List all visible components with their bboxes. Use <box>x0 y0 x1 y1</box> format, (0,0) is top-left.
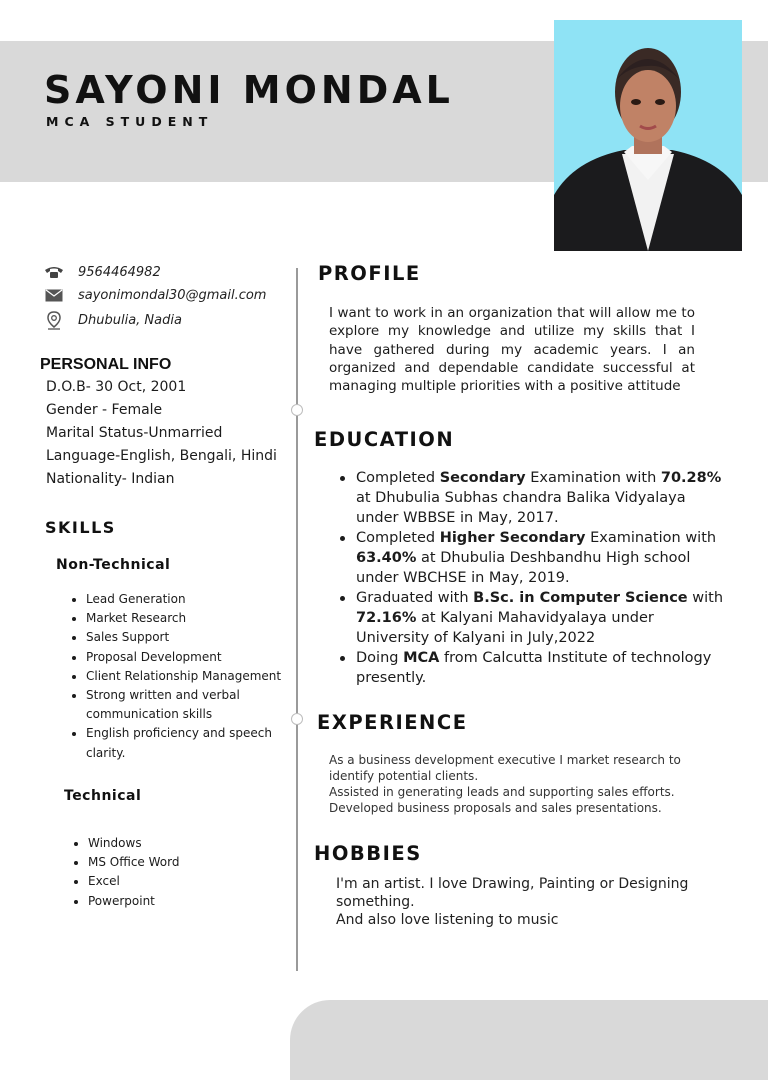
personal-info-line: Marital Status-Unmarried <box>46 425 223 441</box>
list-item: Powerpoint <box>72 892 272 911</box>
list-item: Client Relationship Management <box>70 667 285 686</box>
personal-info-line: D.O.B- 30 Oct, 2001 <box>46 379 187 395</box>
contact-location <box>44 311 182 329</box>
list-item: MS Office Word <box>72 853 272 872</box>
divider-dot <box>291 713 303 725</box>
list-item: Proposal Development <box>70 648 285 667</box>
hobby-line: And also love listening to music <box>336 912 559 929</box>
education-highlight: B.Sc. in Computer Science <box>473 590 688 606</box>
experience-line: Developed business proposals and sales presentations. <box>329 801 662 815</box>
list-item: Windows <box>72 834 272 853</box>
experience-heading: EXPERIENCE <box>317 711 468 734</box>
hobby-line: I'm an artist. I love Drawing, Painting or Designing something. <box>336 876 689 911</box>
experience-line: As a business development executive I market research to identify potential clients. <box>329 753 681 783</box>
list-item: Lead Generation <box>70 590 285 609</box>
education-item <box>340 528 726 588</box>
experience-line: Assisted in generating leads and supporting sales efforts. <box>329 785 675 799</box>
non-technical-skills-list <box>70 590 285 763</box>
education-text: Graduated with <box>356 590 474 606</box>
personal-info-line: Language-English, Bengali, Hindi <box>46 448 277 464</box>
profile-heading: PROFILE <box>318 262 421 285</box>
education-text: Completed <box>356 530 440 546</box>
education-text: at Kalyani Mahavidyalaya under University of Kalyani in July,2022 <box>356 610 654 646</box>
personal-info-line: Nationality- Indian <box>46 471 175 487</box>
education-heading: EDUCATION <box>314 428 455 451</box>
personal-info-heading: PERSONAL INFO <box>40 356 172 373</box>
education-text: Completed <box>356 470 440 486</box>
education-item <box>340 468 726 528</box>
technical-heading: Technical <box>64 788 142 804</box>
contact-phone <box>44 263 161 281</box>
education-highlight: 63.40% <box>356 550 417 566</box>
list-item: Market Research <box>70 609 285 628</box>
location-text: Dhubulia, Nadia <box>78 312 182 328</box>
education-text: at Dhubulia Deshbandhu High school under WBCHSE in May, 2019. <box>356 550 691 586</box>
education-text: from Calcutta Institute of technology presently. <box>356 650 712 686</box>
experience-text <box>329 752 709 816</box>
education-text: Doing <box>356 650 404 666</box>
education-highlight: 70.28% <box>660 470 722 486</box>
education-item <box>340 588 726 648</box>
list-item: Strong written and verbal communication skills <box>70 686 285 724</box>
hobbies-text <box>336 875 716 930</box>
profile-photo <box>554 20 742 251</box>
list-item: English proficiency and speech clarity. <box>70 724 285 762</box>
footer-band <box>290 1000 768 1080</box>
divider-dot <box>291 404 303 416</box>
education-highlight: 72.16% <box>356 610 417 626</box>
education-list <box>340 468 726 688</box>
list-item: Sales Support <box>70 628 285 647</box>
education-item <box>340 648 726 688</box>
phone-text: 9564464982 <box>78 264 161 280</box>
non-technical-heading: Non-Technical <box>56 557 171 573</box>
phone-icon <box>44 263 64 281</box>
education-highlight: Secondary <box>439 470 526 486</box>
education-highlight: Higher Secondary <box>439 530 586 546</box>
personal-info-line: Gender - Female <box>46 402 163 418</box>
hobbies-heading: HOBBIES <box>314 842 422 865</box>
mail-icon <box>44 286 64 304</box>
education-text: Examination with <box>585 530 717 546</box>
list-item: Excel <box>72 872 272 891</box>
skills-heading: SKILLS <box>45 518 116 537</box>
education-text: with <box>687 590 724 606</box>
education-text: Examination with <box>525 470 661 486</box>
candidate-role: MCA STUDENT <box>46 114 214 129</box>
technical-skills-list <box>72 834 272 911</box>
profile-text: I want to work in an organization that will allow me to explore my knowledge and utilize my skills that I have gathered during my academic years. I an organized and dependable candidate successful at managing multiple priorities with a positive attitude <box>329 305 695 395</box>
candidate-name: SAYONI MONDAL <box>44 68 454 112</box>
education-text: at Dhubulia Subhas chandra Balika Vidyalaya under WBBSE in May, 2017. <box>356 490 686 526</box>
education-highlight: MCA <box>403 650 440 666</box>
personal-info-list <box>46 376 277 491</box>
contact-email <box>44 286 266 304</box>
email-text: sayonimondal30@gmail.com <box>78 287 267 303</box>
column-divider <box>296 268 298 971</box>
location-pin-icon <box>44 311 64 329</box>
